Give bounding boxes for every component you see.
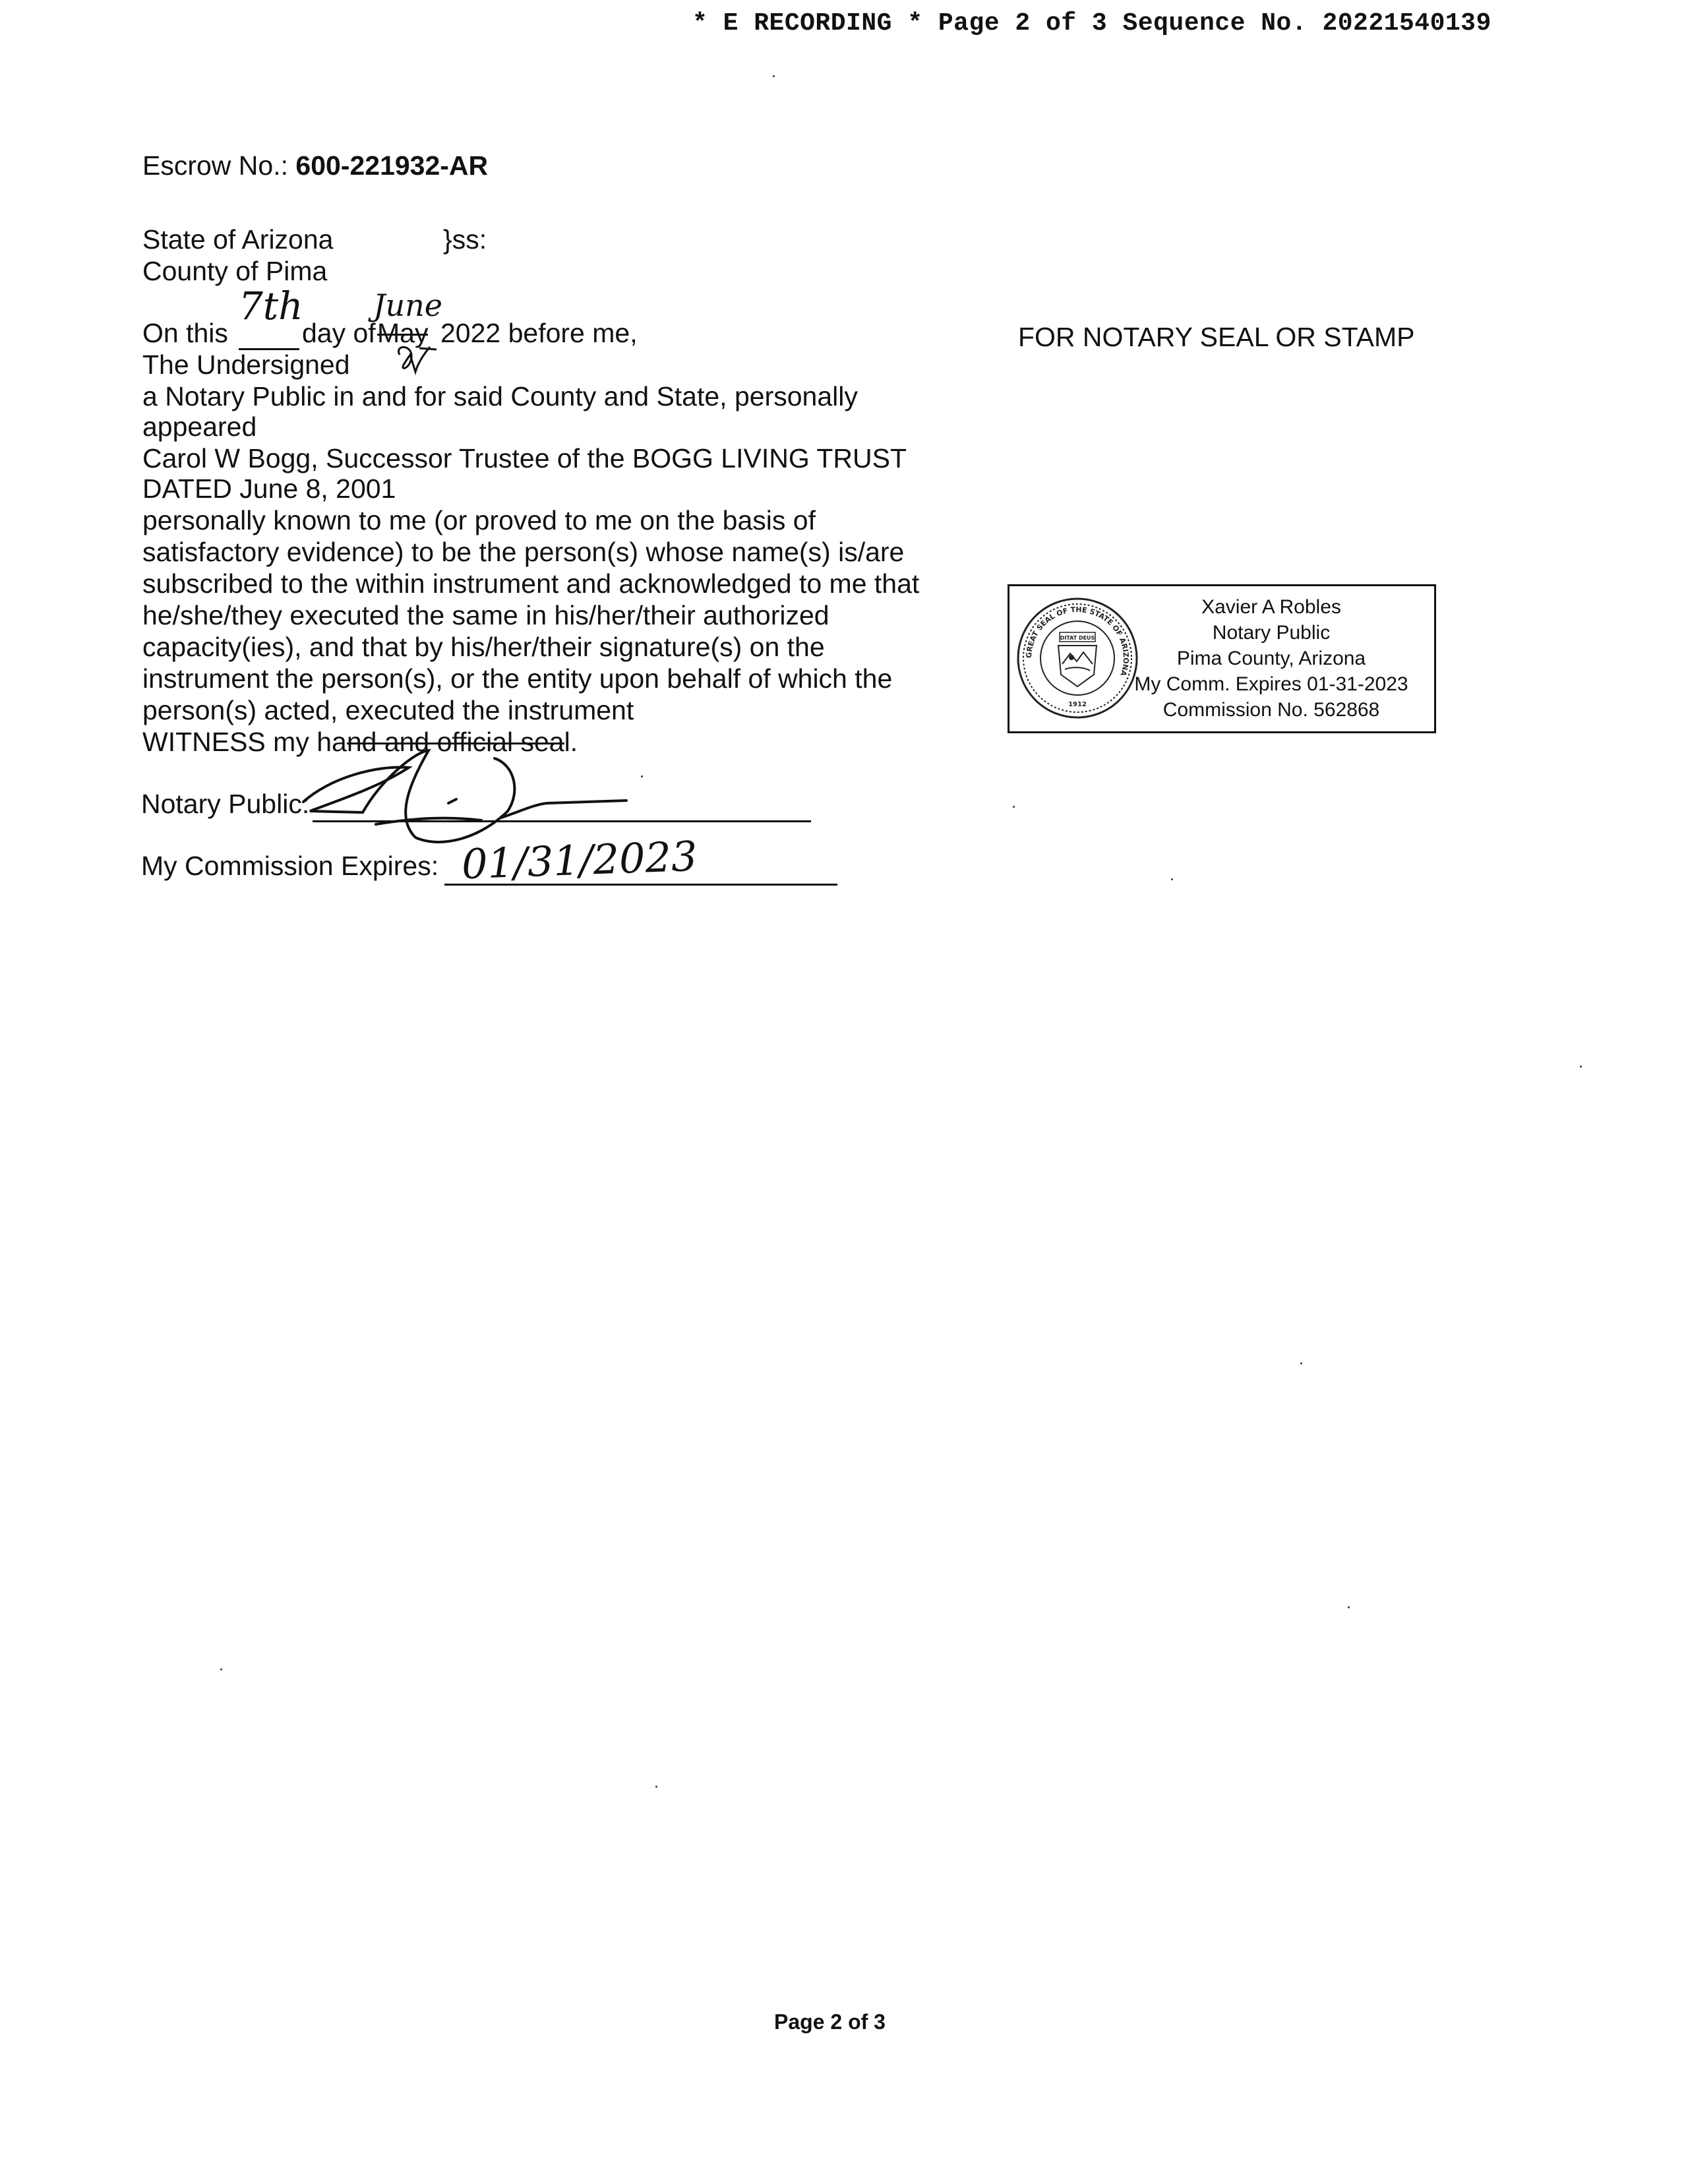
escrow-number: 600-221932-AR [295,150,489,181]
month-struck-text: May [377,318,429,348]
notary-stamp [1008,584,1436,733]
seal-caption: FOR NOTARY SEAL OR STAMP [1018,322,1415,352]
scan-speck [220,1668,222,1670]
witness-suffix: l. [564,727,578,757]
body-line-4: he/she/they executed the same in his/her/their authorized [142,600,829,630]
stamp-notary-name: Xavier A Robles [1201,596,1341,618]
scan-speck [641,775,643,777]
stamp-notary-title: Notary Public [1212,622,1331,644]
scan-speck [1580,1066,1582,1068]
recording-header: * E RECORDING * Page 2 of 3 Sequence No. 20221540139 [692,9,1492,38]
scan-speck [1348,1606,1350,1608]
initials-mark [393,343,446,382]
body-line-7: person(s) acted, executed the instrument [142,695,634,725]
commission-expires-label: My Commission Expires: [141,851,439,881]
stamp-text-block [1116,594,1426,723]
venue-ss: }ss: [443,224,487,255]
venue-county: County of Pima [142,256,328,286]
party-line-1: Carol W Bogg, Successor Trustee of the BOGG LIVING TRUST [142,443,907,473]
notary-capacity-line: a Notary Public in and for said County and State, personally [142,381,858,411]
officer-name: The Undersigned [142,349,350,380]
body-line-1: personally known to me (or proved to me on the basis of [142,505,816,535]
witness-prefix: WITNESS my ha [142,727,347,757]
witness-struck: nd and official sea [346,727,564,757]
seal-year: 1912 [1068,701,1087,708]
body-line-2: satisfactory evidence) to be the person(s) whose name(s) is/are [142,537,905,567]
escrow-line [142,150,488,181]
seal-ring-text: GREAT SEAL OF THE STATE OF ARIZONA [1024,605,1131,677]
notary-signature [284,739,653,851]
scan-speck [1171,878,1173,880]
day-of-label: day of [302,318,376,348]
stamp-expiry: My Comm. Expires 01-31-2023 [1134,673,1408,695]
body-line-3: subscribed to the within instrument and acknowledged to me that [142,568,920,599]
month-handwritten: June [373,288,442,323]
body-line-6: instrument the person(s), or the entity upon behalf of which the [142,663,893,694]
stamp-county: Pima County, Arizona [1176,648,1366,669]
scan-speck [773,75,775,77]
scan-speck [655,1786,657,1788]
on-this-label: On this [142,318,228,348]
stamp-commission-no: Commission No. 562868 [1162,699,1380,721]
seal-motto: DITAT DEUS [1060,635,1095,641]
scan-speck [1300,1362,1302,1364]
commission-expires-handwritten: 01/31/2023 [460,832,698,889]
appeared-line: appeared [142,411,257,442]
venue-state: State of Arizona [142,224,334,255]
year-before-me: 2022 before me, [440,318,638,348]
page-footer: Page 2 of 3 [774,2010,886,2034]
notary-public-label: Notary Public: [141,789,310,819]
escrow-label: Escrow No.: [142,150,288,181]
scan-speck [1013,806,1015,808]
party-line-2: DATED June 8, 2001 [142,473,396,504]
body-line-5: capacity(ies), and that by his/her/their signature(s) on the [142,632,825,662]
day-handwritten: 7th [239,284,303,328]
